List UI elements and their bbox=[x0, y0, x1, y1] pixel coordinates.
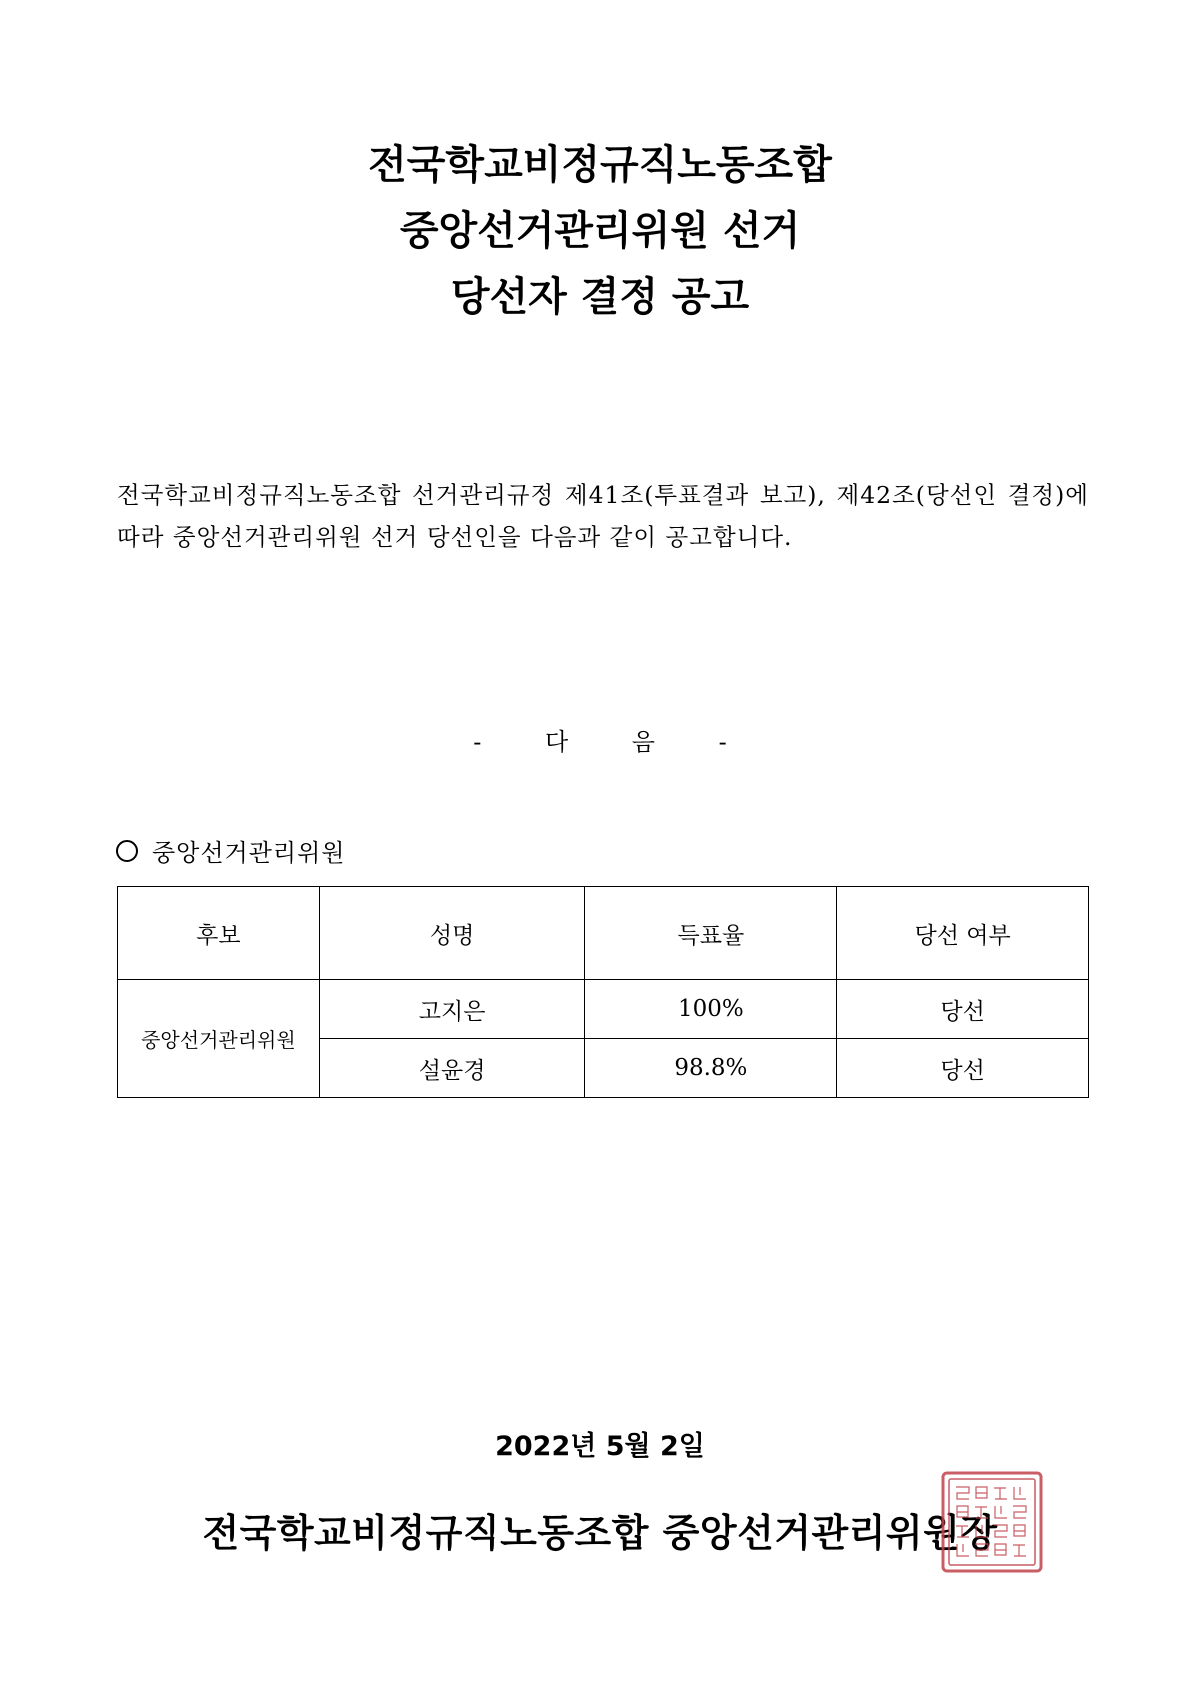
seal-glyph bbox=[1014, 1525, 1025, 1536]
results-table bbox=[117, 886, 1089, 1098]
header-name: 성명 bbox=[319, 887, 585, 980]
election-result: 당선 bbox=[837, 980, 1089, 1039]
candidate-name: 설윤경 bbox=[319, 1039, 585, 1098]
election-result: 당선 bbox=[837, 1039, 1089, 1098]
table-row bbox=[118, 980, 1089, 1039]
seal-glyph bbox=[976, 1487, 987, 1498]
section-label-text: 중앙선거관리위원 bbox=[152, 839, 346, 867]
header-vote-rate: 득표율 bbox=[585, 887, 837, 980]
seal-glyph bbox=[1013, 1506, 1026, 1518]
candidate-group-cell: 중앙선거관리위원 bbox=[118, 980, 320, 1098]
seal-glyph bbox=[1013, 1545, 1026, 1556]
signatory: 전국학교비정규직노동조합 중앙선거관리위원장 bbox=[202, 1511, 998, 1555]
header-candidate: 후보 bbox=[118, 887, 320, 980]
announcement-body: 전국학교비정규직노동조합 선거관리규정 제41조(투표결과 보고), 제42조(당선인 결정)에 따라 중앙선거관리위원 선거 당선인을 다음과 같이 공고합니다. bbox=[117, 481, 1089, 551]
title-line-3: 당선자 결정 공고 bbox=[450, 274, 750, 320]
seal-glyph bbox=[994, 1488, 1007, 1499]
seal-glyph bbox=[975, 1544, 988, 1556]
candidate-name: 고지은 bbox=[319, 980, 585, 1039]
table-header-row bbox=[118, 887, 1089, 980]
seal-glyph bbox=[994, 1525, 1007, 1537]
vote-rate: 100% bbox=[585, 980, 837, 1039]
next-heading: - 다 음 - bbox=[473, 728, 727, 756]
seal-glyph bbox=[957, 1506, 968, 1517]
seal-glyph bbox=[956, 1487, 969, 1499]
seal-glyph bbox=[995, 1544, 1006, 1555]
header-elected: 당선 여부 bbox=[837, 887, 1089, 980]
title-line-2: 중앙선거관리위원 선거 bbox=[399, 208, 801, 254]
vote-rate: 98.8% bbox=[585, 1039, 837, 1098]
seal-glyph bbox=[1014, 1487, 1026, 1499]
official-seal-stamp bbox=[940, 1470, 1044, 1574]
section-label bbox=[116, 833, 345, 868]
seal-glyph bbox=[957, 1544, 969, 1556]
seal-glyph bbox=[956, 1526, 969, 1537]
circle-bullet-icon bbox=[116, 840, 138, 862]
seal-glyph bbox=[995, 1506, 1007, 1518]
announcement-date: 2022년 5월 2일 bbox=[495, 1431, 705, 1462]
seal-glyph bbox=[975, 1507, 988, 1518]
title-line-1: 전국학교비정규직노동조합 bbox=[368, 142, 832, 188]
seal-glyph bbox=[976, 1525, 988, 1537]
document-title bbox=[0, 132, 1200, 330]
